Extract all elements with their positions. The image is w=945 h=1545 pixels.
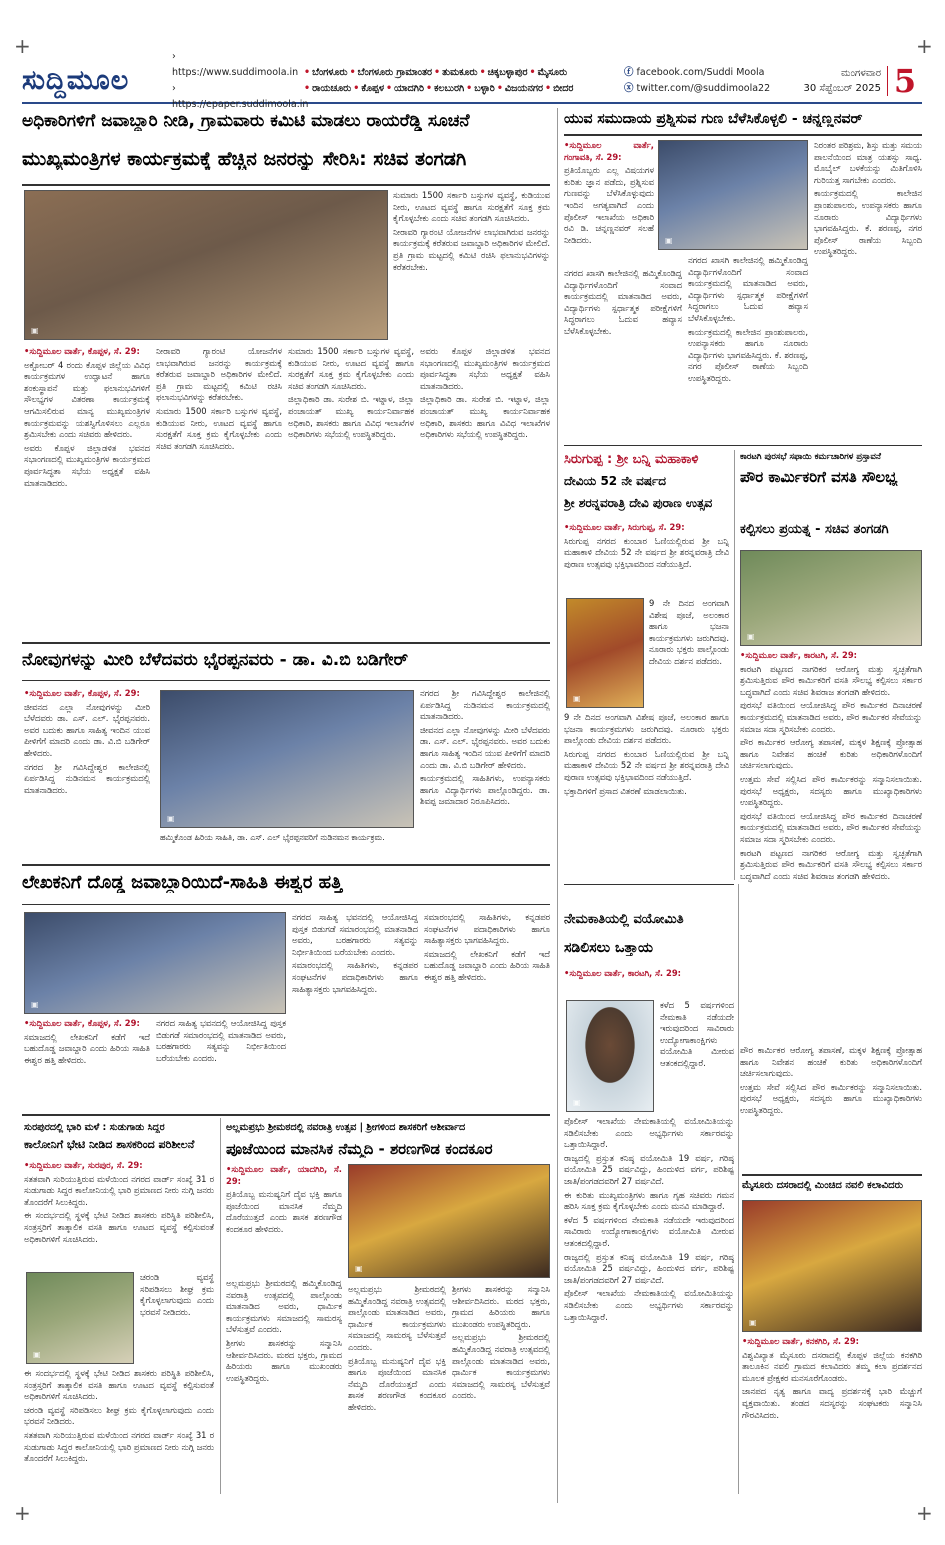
meeting-photo-icon: ▣ [31, 326, 39, 335]
story5-caption: ಹಮ್ಮಿಕೊಂಡ ಹಿರಿಯ ಸಾಹಿತಿ, ಡಾ. ಎಸ್. ಎಲ್ ಭೈರಪ್ಪನವರಿಗೆ ನುಡಿನಮನ ಕಾರ್ಯಕ್ರಮ. [160, 833, 385, 842]
story1-headline: ಮುಖ್ಯಮಂತ್ರಿಗಳ ಕಾರ್ಯಕ್ರಮಕ್ಕೆ ಹೆಚ್ಚಿನ ಜನರನ್ನು ಸೇರಿಸಿ: ಸಚಿವ ತಂಗಡಗಿ [22, 148, 467, 170]
story9-kicker: ಅಲ್ಲಮಪ್ರಭು ಶ್ರೀಮಠದಲ್ಲಿ ನವರಾತ್ರಿ ಉತ್ಸವ | ಶ್ರೀಗಳಿಂದ ಶಾಸಕರಿಗೆ ಆಶೀರ್ವಾದ [226, 1122, 466, 1133]
story9-photo [348, 1164, 550, 1278]
story3-col-top: •ಸುದ್ದಿಮೂಲ ವಾರ್ತೆ, ಸಿರುಗುಪ್ಪ, ಸೆ. 29: ಸಿರುಗುಪ್ಪ ನಗರದ ಕುಂಬಾರ ಓಣಿಯಲ್ಲಿರುವ ಶ್ರೀ ಬನ್ನಿ ಮಹಾಕಾಳಿ ದೇವಿಯ 52 ನೇ ವರ್ಷದ ಶ್ರೀ ಶರನ್ನವರಾತ್ರಿ ದೇವಿ ಪುರಾಣ ಉತ್ಸವವು ಭಕ್ತಿಭಾವದಿಂದ ನಡೆಯುತ್ತಿದೆ. [564, 522, 729, 569]
story6-col1: •ಸುದ್ದಿಮೂಲ ವಾರ್ತೆ, ಕೊಪ್ಪಳ, ಸೆ. 29: ಸಮಾಜದಲ್ಲಿ ಲೇಖಕನಿಗೆ ಕಡೆಗೆ ಇದೆ ಬಹುದೊಡ್ಡ ಜವಾಬ್ದಾರಿ ಎಂದು ಹಿರಿಯ ಸಾಹಿತಿ ಈಶ್ವರ ಹತ್ತಿ ಹೇಳಿದರು. [24, 1018, 150, 1065]
story1-col-right-top: ಸುಮಾರು 1500 ಸರ್ಕಾರಿ ಬಸ್ಸುಗಳ ವ್ಯವಸ್ಥೆ, ಕುಡಿಯುವ ನೀರು, ಊಟದ ವ್ಯವಸ್ಥೆ ಹಾಗೂ ಸುರಕ್ಷತೆಗೆ ಸೂಕ್ತ ಕ್ರಮ ಕೈಗೊಳ್ಳಬೇಕು ಎಂದು ಸಚಿವ ತಂಗಡಗಿ ಸೂಚಿಸಿದರು. ನೀರಾವರಿ ಗ್ಯಾರಂಟಿ ಯೋಜನೆಗಳ ಲಾಭವಾಗಿರುವ ಜನರನ್ನು ಕಾರ್ಯಕ್ರಮಕ್ಕೆ ಕರೆತರುವ ಜವಾಬ್ದಾರಿ ಅಧಿಕಾರಿಗಳ ಮೇಲಿದೆ. ಪ್ರತಿ ಗ್ರಾಮ ಮಟ್ಟದಲ್ಲಿ ಕಮಿಟಿ ರಚಿಸಿ ಫಲಾನುಭವಿಗಳನ್ನು ಕರೆತರಬೇಕು. [393, 190, 550, 272]
story6-col3: ನಗರದ ಸಾಹಿತ್ಯ ಭವನದಲ್ಲಿ ಆಯೋಜಿಸಿದ್ದ ಪುಸ್ತಕ ಬಿಡುಗಡೆ ಸಮಾರಂಭದಲ್ಲಿ ಮಾತನಾಡಿದ ಅವರು, ಬರಹಗಾರರು ಸತ್ಯವನ್ನು ನಿರ್ಭೀತಿಯಿಂದ ಬರೆಯಬೇಕು ಎಂದರು. ಸಮಾರಂಭದಲ್ಲಿ ಸಾಹಿತಿಗಳು, ಕನ್ನಡಪರ ಸಂಘಟನೆಗಳ ಪದಾಧಿಕಾರಿಗಳು ಹಾಗೂ ಸಾಹಿತ್ಯಾಸಕ್ತರು ಭಾಗವಹಿಸಿದ್ದರು. [292, 912, 418, 994]
ceremony-photo-icon: ▣ [355, 1264, 363, 1273]
divider [564, 445, 922, 446]
city-link[interactable]: ರಾಯಚೂರು [312, 83, 352, 94]
story8-col-top: •ಸುದ್ದಿಮೂಲ ವಾರ್ತೆ, ಸುರಪುರ, ಸೆ. 29: ಸತತವಾಗಿ ಸುರಿಯುತ್ತಿರುವ ಮಳೆಯಿಂದ ನಗರದ ವಾರ್ಡ್ ಸಂಖ್ಯೆ 31 ರ ಸುಡುಗಾಡು ಸಿದ್ದರ ಕಾಲೋನಿಯಲ್ಲಿ ಭಾರಿ ಪ್ರಮಾಣದ ನೀರು ನುಗ್ಗಿ ಜನರು ತೊಂದರೆಗೆ ಸಿಲುಕಿದ್ದರು. ಈ ಸಂದರ್ಭದಲ್ಲಿ ಸ್ಥಳಕ್ಕೆ ಭೇಟಿ ನೀಡಿದ ಶಾಸಕರು ಪರಿಸ್ಥಿತಿ ಪರಿಶೀಲಿಸಿ, ಸಂತ್ರಸ್ತರಿಗೆ ತಾತ್ಕಾಲಿಕ ವಸತಿ ಹಾಗೂ ಊಟದ ವ್ಯವಸ್ಥೆ ಕಲ್ಪಿಸುವಂತೆ ಅಧಿಕಾರಿಗಳಿಗೆ ಸೂಚಿಸಿದರು. [24, 1160, 214, 1244]
facebook-icon: ⓕ [624, 67, 634, 78]
dasara-photo-icon: ▣ [749, 1318, 757, 1327]
story6-col2: ನಗರದ ಸಾಹಿತ್ಯ ಭವನದಲ್ಲಿ ಆಯೋಜಿಸಿದ್ದ ಪುಸ್ತಕ ಬಿಡುಗಡೆ ಸಮಾರಂಭದಲ್ಲಿ ಮಾತನಾಡಿದ ಅವರು, ಬರಹಗಾರರು ಸತ್ಯವನ್ನು ನಿರ್ಭೀತಿಯಿಂದ ಬರೆಯಬೇಕು ಎಂದರು. [156, 1018, 286, 1063]
story4-kicker: ಕಾರಟಗಿ ಪುರಸಭೆ ಸಫಾಯಿ ಕರ್ಮಚಾರಿಗಳ ಪ್ರಸ್ತಾವನೆ [740, 452, 881, 462]
divider [564, 134, 922, 136]
story2-col3: ನಿರಂತರ ಪರಿಶ್ರಮ, ಶಿಸ್ತು ಮತ್ತು ಸಮಯ ಪಾಲನೆಯಿಂದ ಮಾತ್ರ ಯಶಸ್ಸು ಸಾಧ್ಯ. ಮೊಬೈಲ್ ಬಳಕೆಯನ್ನು ಮಿತಿಗೊಳಿಸಿ ಗುರಿಯತ್ತ ಸಾಗಬೇಕು ಎಂದರು. ಕಾರ್ಯಕ್ರಮದಲ್ಲಿ ಕಾಲೇಜಿನ ಪ್ರಾಂಶುಪಾಲರು, ಉಪನ್ಯಾಸಕರು ಹಾಗೂ ನೂರಾರು ವಿದ್ಯಾರ್ಥಿಗಳು ಭಾಗವಹಿಸಿದ್ದರು. ಕೆ. ಶರಣಪ್ಪ, ನಗರ ಪೊಲೀಸ್ ಠಾಣೆಯ ಸಿಬ್ಬಂದಿ ಉಪಸ್ಥಿತರಿದ್ದರು. [814, 140, 922, 257]
city-link[interactable]: ಕಲಬುರಗಿ [434, 83, 465, 94]
story9-col2: ಅಲ್ಲಮಪ್ರಭು ಶ್ರೀಮಠದಲ್ಲಿ ಹಮ್ಮಿಕೊಂಡಿದ್ದ ನವರಾತ್ರಿ ಉತ್ಸವದಲ್ಲಿ ಪಾಲ್ಗೊಂಡು ಮಾತನಾಡಿದ ಅವರು, ಧಾರ್ಮಿಕ ಕಾರ್ಯಕ್ರಮಗಳು ಸಮಾಜದಲ್ಲಿ ಸಾಮರಸ್ಯ ಬೆಳೆಸುತ್ತವೆ ಎಂದರು. ಪ್ರತಿಯೊಬ್ಬ ಮನುಷ್ಯನಿಗೆ ದೈವ ಭಕ್ತಿ ಹಾಗೂ ಪೂಜೆಯಿಂದ ಮಾನಸಿಕ ನೆಮ್ಮದಿ ದೊರೆಯುತ್ತದೆ ಎಂದು ಶಾಸಕ ಶರಣಗೌಡ ಕಂದಕೂರ ಹೇಳಿದರು. [348, 1284, 446, 1412]
city-link[interactable]: ವಿಜಯನಗರ [504, 83, 544, 94]
story3-kicker: ಸಿರುಗುಪ್ಪ : ಶ್ರೀ ಬನ್ನಿ ಮಹಾಕಾಳಿ [564, 452, 699, 467]
bullet-icon: • [434, 67, 441, 78]
crop-mark: + [14, 34, 31, 58]
story2-col1: •ಸುದ್ದಿಮೂಲ ವಾರ್ತೆ, ಗಂಗಾವತಿ, ಸೆ. 29: ಪ್ರತಿಯೊಬ್ಬರು ಎಲ್ಲ ವಿಷಯಗಳ ಕುರಿತು ಜ್ಞಾನ ಪಡೆದು, ಪ್ರಶ್ನಿಸುವ ಗುಣವನ್ನು ಬೆಳೆಸಿಕೊಳ್ಳುವುದು ಇಂದಿನ ಅಗತ್ಯವಾಗಿದೆ ಎಂದು ಪೊಲೀಸ್ ಇಲಾಖೆಯ ಅಧಿಕಾರಿ ರವಿ ಡಿ. ಚನ್ನಣ್ಣನವರ್ ಸಲಹೆ ನೀಡಿದರು. [564, 140, 654, 245]
story8-col-side: ಚರಂಡಿ ವ್ಯವಸ್ಥೆ ಸರಿಪಡಿಸಲು ಶೀಘ್ರ ಕ್ರಮ ಕೈಗೊಳ್ಳಲಾಗುವುದು ಎಂದು ಭರವಸೆ ನೀಡಿದರು. [140, 1272, 214, 1317]
divider [22, 184, 550, 186]
story9-col3: ಶ್ರೀಗಳು ಶಾಸಕರನ್ನು ಸನ್ಮಾನಿಸಿ ಆಶೀರ್ವದಿಸಿದರು. ಮಠದ ಭಕ್ತರು, ಗ್ರಾಮದ ಹಿರಿಯರು ಹಾಗೂ ಮುಖಂಡರು ಉಪಸ್ಥಿತರಿದ್ದರು. ಅಲ್ಲಮಪ್ರಭು ಶ್ರೀಮಠದಲ್ಲಿ ಹಮ್ಮಿಕೊಂಡಿದ್ದ ನವರಾತ್ರಿ ಉತ್ಸವದಲ್ಲಿ ಪಾಲ್ಗೊಂಡು ಮಾತನಾಡಿದ ಅವರು, ಧಾರ್ಮಿಕ ಕಾರ್ಯಕ್ರಮಗಳು ಸಮಾಜದಲ್ಲಿ ಸಾಮರಸ್ಯ ಬೆಳೆಸುತ್ತವೆ ಎಂದರು. [452, 1284, 550, 1401]
column-divider [734, 450, 735, 880]
story3-deity-photo [566, 598, 644, 708]
story8-kicker: ಸುರಪುರದಲ್ಲಿ ಭಾರಿ ಮಳೆ : ಸುಡುಗಾಡು ಸಿದ್ದರ [24, 1122, 165, 1133]
column-divider [220, 1118, 221, 1494]
city-link[interactable]: ಬಳ್ಳಾರಿ [474, 83, 495, 94]
city-row [304, 65, 624, 81]
story3-headline: ಶ್ರೀ ಶರನ್ನವರಾತ್ರಿ ದೇವಿ ಪುರಾಣ ಉತ್ಸವ [564, 496, 713, 510]
story6-photo [24, 912, 286, 1014]
issue-date [796, 66, 888, 96]
story5-headline: ನೋವುಗಳನ್ನು ಮೀರಿ ಬೆಳೆದವರು ಭೈರಪ್ಪನವರು - ಡಾ. ವಿ.ಬಿ ಬಡಿಗೇರ್ [22, 650, 409, 670]
page-number: 5 [893, 62, 917, 100]
issue-date-text: 30 ಸೆಪ್ಟೆಂಬರ್ 2025 [803, 83, 881, 94]
story1-col4: ಅವರು ಕೊಪ್ಪಳ ಜಿಲ್ಲಾಡಳಿತ ಭವನದ ಸಭಾಂಗಣದಲ್ಲಿ ಮುಖ್ಯಮಂತ್ರಿಗಳ ಕಾರ್ಯಕ್ರಮದ ಪೂರ್ವಸಿದ್ಧತಾ ಸಭೆಯ ಅಧ್ಯಕ್ಷತೆ ವಹಿಸಿ ಮಾತನಾಡಿದರು. ಜಿಲ್ಲಾಧಿಕಾರಿ ಡಾ. ಸುರೇಶ ಬಿ. ಇಟ್ನಾಳ, ಜಿಲ್ಲಾ ಪಂಚಾಯತ್ ಮುಖ್ಯ ಕಾರ್ಯನಿರ್ವಾಹಕ ಅಧಿಕಾರಿ, ಶಾಸಕರು ಹಾಗೂ ವಿವಿಧ ಇಲಾಖೆಗಳ ಅಧಿಕಾರಿಗಳು ಸಭೆಯಲ್ಲಿ ಉಪಸ್ಥಿತರಿದ್ದರು. [420, 346, 550, 440]
crop-mark: + [14, 1501, 31, 1525]
story1-photo [24, 190, 388, 340]
story6-headline: ಲೇಖಕನಿಗೆ ದೊಡ್ಡ ಜವಾಬ್ದಾರಿಯಿದೆ-ಸಾಹಿತಿ ಈಶ್ವರ ಹತ್ತಿ [22, 872, 343, 893]
story8-headline: ಕಾಲೋನಿಗೆ ಭೇಟಿ ನೀಡಿದ ಶಾಸಕರಿಂದ ಪರಿಶೀಲನೆ [24, 1138, 195, 1151]
story4-headline-line1: ಪೌರ ಕಾರ್ಮಿಕರಿಗೆ ವಸತಿ ಸೌಲಭ್ಯ [740, 468, 898, 486]
story5-photo [160, 690, 414, 828]
bullet-icon: • [496, 83, 503, 94]
crop-mark: + [916, 34, 933, 58]
story3-col-bottom: 9 ನೇ ದಿನದ ಅಂಗವಾಗಿ ವಿಶೇಷ ಪೂಜೆ, ಅಲಂಕಾರ ಹಾಗೂ ಭಜನಾ ಕಾರ್ಯಕ್ರಮಗಳು ಜರುಗಿದವು. ನೂರಾರು ಭಕ್ತರು ಪಾಲ್ಗೊಂಡು ದೇವಿಯ ದರ್ಶನ ಪಡೆದರು. ಸಿರುಗುಪ್ಪ ನಗರದ ಕುಂಬಾರ ಓಣಿಯಲ್ಲಿರುವ ಶ್ರೀ ಬನ್ನಿ ಮಹಾಕಾಳಿ ದೇವಿಯ 52 ನೇ ವರ್ಷದ ಶ್ರೀ ಶರನ್ನವರಾತ್ರಿ ದೇವಿ ಪುರಾಣ ಉತ್ಸವವು ಭಕ್ತಿಭಾವದಿಂದ ನಡೆಯುತ್ತಿದೆ. ಭಕ್ತಾದಿಗಳಿಗೆ ಪ್ರಸಾದ ವಿತರಣೆ ಮಾಡಲಾಯಿತು. [564, 712, 729, 796]
column-divider [557, 108, 558, 1503]
story4-col1: •ಸುದ್ದಿಮೂಲ ವಾರ್ತೆ, ಕಾರಟಗಿ, ಸೆ. 29: ಕಾರಟಗಿ ಪಟ್ಟಣದ ನಾಗರಿಕರ ಆರೋಗ್ಯ ಮತ್ತು ಸ್ವಚ್ಛತೆಗಾಗಿ ಶ್ರಮಿಸುತ್ತಿರುವ ಪೌರ ಕಾರ್ಮಿಕರಿಗೆ ವಸತಿ ಸೌಲಭ್ಯ ಕಲ್ಪಿಸಲು ಸರ್ಕಾರ ಬದ್ಧವಾಗಿದೆ ಎಂದು ಸಚಿವ ಶಿವರಾಜ ತಂಗಡಗಿ ಹೇಳಿದರು. ಪುರಸಭೆ ವತಿಯಿಂದ ಆಯೋಜಿಸಿದ್ದ ಪೌರ ಕಾರ್ಮಿಕರ ದಿನಾಚರಣೆ ಕಾರ್ಯಕ್ರಮದಲ್ಲಿ ಮಾತನಾಡಿದ ಅವರು, ಪೌರ ಕಾರ್ಮಿಕರ ಸೇವೆಯನ್ನು ಸಮಾಜ ಸದಾ ಸ್ಮರಿಸಬೇಕು ಎಂದರು. ಪೌರ ಕಾರ್ಮಿಕರ ಆರೋಗ್ಯ ತಪಾಸಣೆ, ಮಕ್ಕಳ ಶಿಕ್ಷಣಕ್ಕೆ ಪ್ರೋತ್ಸಾಹ ಹಾಗೂ ನಿವೇಶನ ಹಂಚಿಕೆ ಕುರಿತು ಅಧಿಕಾರಿಗಳೊಂದಿಗೆ ಚರ್ಚಿಸಲಾಗುವುದು. ಉತ್ತಮ ಸೇವೆ ಸಲ್ಲಿಸಿದ ಪೌರ ಕಾರ್ಮಿಕರನ್ನು ಸನ್ಮಾನಿಸಲಾಯಿತು. ಪುರಸಭೆ ಅಧ್ಯಕ್ಷರು, ಸದಸ್ಯರು ಹಾಗೂ ಮುಖ್ಯಾಧಿಕಾರಿಗಳು ಉಪಸ್ಥಿತರಿದ್ದರು. ಪುರಸಭೆ ವತಿಯಿಂದ ಆಯೋಜಿಸಿದ್ದ ಪೌರ ಕಾರ್ಮಿಕರ ದಿನಾಚರಣೆ ಕಾರ್ಯಕ್ರಮದಲ್ಲಿ ಮಾತನಾಡಿದ ಅವರು, ಪೌರ ಕಾರ್ಮಿಕರ ಸೇವೆಯನ್ನು ಸಮಾಜ ಸದಾ ಸ್ಮರಿಸಬೇಕು ಎಂದರು. ಕಾರಟಗಿ ಪಟ್ಟಣದ ನಾಗರಿಕರ ಆರೋಗ್ಯ ಮತ್ತು ಸ್ವಚ್ಛತೆಗಾಗಿ ಶ್ರಮಿಸುತ್ತಿರುವ ಪೌರ ಕಾರ್ಮಿಕರಿಗೆ ವಸತಿ ಸೌಲಭ್ಯ ಕಲ್ಪಿಸಲು ಸರ್ಕಾರ ಬದ್ಧವಾಗಿದೆ ಎಂದು ಸಚಿವ ಶಿವರಾಜ ತಂಗಡಗಿ ಹೇಳಿದರು. [740, 650, 922, 881]
story4-photo [740, 550, 922, 646]
bullet-icon: • [349, 67, 356, 78]
masthead [22, 51, 922, 110]
book-release-photo-icon: ▣ [31, 1000, 39, 1009]
story1-kicker: ಅಧಿಕಾರಿಗಳಿಗೆ ಜವಾಬ್ದಾರಿ ನೀಡಿ, ಗ್ರಾಮವಾರು ಕಮಿಟಿ ಮಾಡಲು ರಾಯರೆಡ್ಡಿ ಸೂಚನೆ [22, 111, 470, 131]
story2-col1b: ನಗರದ ಖಾಸಗಿ ಕಾಲೇಜಿನಲ್ಲಿ ಹಮ್ಮಿಕೊಂಡಿದ್ದ ವಿದ್ಯಾರ್ಥಿಗಳೊಂದಿಗೆ ಸಂವಾದ ಕಾರ್ಯಕ್ರಮದಲ್ಲಿ ಮಾತನಾಡಿದ ಅವರು, ವಿದ್ಯಾರ್ಥಿಗಳು ಸ್ಪರ್ಧಾತ್ಮಕ ಪರೀಕ್ಷೆಗಳಿಗೆ ಸಿದ್ಧರಾಗಲು ಓದುವ ಹವ್ಯಾಸ ಬೆಳೆಸಿಕೊಳ್ಳಬೇಕು. [564, 268, 682, 336]
social-links [624, 65, 796, 97]
city-link[interactable]: ಮೈಸೂರು [537, 67, 568, 78]
story1-col3: ಸುಮಾರು 1500 ಸರ್ಕಾರಿ ಬಸ್ಸುಗಳ ವ್ಯವಸ್ಥೆ, ಕುಡಿಯುವ ನೀರು, ಊಟದ ವ್ಯವಸ್ಥೆ ಹಾಗೂ ಸುರಕ್ಷತೆಗೆ ಸೂಕ್ತ ಕ್ರಮ ಕೈಗೊಳ್ಳಬೇಕು ಎಂದು ಸಚಿವ ತಂಗಡಗಿ ಸೂಚಿಸಿದರು. ಜಿಲ್ಲಾಧಿಕಾರಿ ಡಾ. ಸುರೇಶ ಬಿ. ಇಟ್ನಾಳ, ಜಿಲ್ಲಾ ಪಂಚಾಯತ್ ಮುಖ್ಯ ಕಾರ್ಯನಿರ್ವಾಹಕ ಅಧಿಕಾರಿ, ಶಾಸಕರು ಹಾಗೂ ವಿವಿಧ ಇಲಾಖೆಗಳ ಅಧಿಕಾರಿಗಳು ಸಭೆಯಲ್ಲಿ ಉಪಸ್ಥಿತರಿದ್ದರು. [288, 346, 414, 440]
story7-headline: ಸಡಿಲಿಸಲು ಒತ್ತಾಯ [564, 940, 653, 956]
story1-col2: ನೀರಾವರಿ ಗ್ಯಾರಂಟಿ ಯೋಜನೆಗಳ ಲಾಭವಾಗಿರುವ ಜನರನ್ನು ಕಾರ್ಯಕ್ರಮಕ್ಕೆ ಕರೆತರುವ ಜವಾಬ್ದಾರಿ ಅಧಿಕಾರಿಗಳ ಮೇಲಿದೆ. ಪ್ರತಿ ಗ್ರಾಮ ಮಟ್ಟದಲ್ಲಿ ಕಮಿಟಿ ರಚಿಸಿ ಫಲಾನುಭವಿಗಳನ್ನು ಕರೆತರಬೇಕು. ಸುಮಾರು 1500 ಸರ್ಕಾರಿ ಬಸ್ಸುಗಳ ವ್ಯವಸ್ಥೆ, ಕುಡಿಯುವ ನೀರು, ಊಟದ ವ್ಯವಸ್ಥೆ ಹಾಗೂ ಸುರಕ್ಷತೆಗೆ ಸೂಕ್ತ ಕ್ರಮ ಕೈಗೊಳ್ಳಬೇಕು ಎಂದು ಸಚಿವ ತಂಗಡಗಿ ಸೂಚಿಸಿದರು. [156, 346, 282, 451]
column-divider [738, 884, 739, 1494]
story7-byline-row: •ಸುದ್ದಿಮೂಲ ವಾರ್ತೆ, ಕಾರಟಗಿ, ಸೆ. 29: [564, 968, 682, 978]
story7-kicker: ನೇಮಕಾತಿಯಲ್ಲಿ ವಯೋಮಿತಿ [564, 912, 684, 927]
story10-col: •ಸುದ್ದಿಮೂಲ ವಾರ್ತೆ, ಕನಕಗಿರಿ, ಸೆ. 29: ವಿಶ್ವವಿಖ್ಯಾತ ಮೈಸೂರು ದಸರಾದಲ್ಲಿ ಕೊಪ್ಪಳ ಜಿಲ್ಲೆಯ ಕನಕಗಿರಿ ತಾಲೂಕಿನ ನವಲಿ ಗ್ರಾಮದ ಕಲಾವಿದರು ತಮ್ಮ ಕಲಾ ಪ್ರದರ್ಶನದ ಮೂಲಕ ಪ್ರೇಕ್ಷಕರ ಮನಸೂರೆಗೊಂಡರು. ಜಾನಪದ ನೃತ್ಯ ಹಾಗೂ ವಾದ್ಯ ಪ್ರದರ್ಶನಕ್ಕೆ ಭಾರಿ ಮೆಚ್ಚುಗೆ ವ್ಯಕ್ತವಾಯಿತು. ತಂಡದ ಸದಸ್ಯರನ್ನು ಸಂಘಟಕರು ಸನ್ಮಾನಿಸಿ ಗೌರವಿಸಿದರು. [742, 1336, 922, 1420]
divider [22, 864, 550, 866]
bullet-icon: • [304, 67, 311, 78]
city-row [304, 81, 624, 97]
story6-col4: ಸಮಾರಂಭದಲ್ಲಿ ಸಾಹಿತಿಗಳು, ಕನ್ನಡಪರ ಸಂಘಟನೆಗಳ ಪದಾಧಿಕಾರಿಗಳು ಹಾಗೂ ಸಾಹಿತ್ಯಾಸಕ್ತರು ಭಾಗವಹಿಸಿದ್ದರು. ಸಮಾಜದಲ್ಲಿ ಲೇಖಕನಿಗೆ ಕಡೆಗೆ ಇದೆ ಬಹುದೊಡ್ಡ ಜವಾಬ್ದಾರಿ ಎಂದು ಹಿರಿಯ ಸಾಹಿತಿ ಈಶ್ವರ ಹತ್ತಿ ಹೇಳಿದರು. [424, 912, 550, 982]
website-link[interactable]: › https://www.suddimoola.in [172, 51, 299, 78]
city-link[interactable]: ಚಿಕ್ಕಬಳ್ಳಾಪುರ [487, 67, 528, 78]
divider [22, 904, 550, 905]
city-link[interactable]: ಬೆಂಗಳೂರು ಗ್ರಾಮಾಂತರ [357, 67, 432, 78]
city-link[interactable]: ತುಮಕೂರು [442, 67, 478, 78]
felicitation-photo-icon: ▣ [747, 632, 755, 641]
event-photo-icon: ▣ [665, 236, 673, 245]
story5-col3: ನಗರದ ಶ್ರೀ ಗವಿಸಿದ್ದೇಶ್ವರ ಕಾಲೇಜಿನಲ್ಲಿ ಏರ್ಪಡಿಸಿದ್ದ ನುಡಿನಮನ ಕಾರ್ಯಕ್ರಮದಲ್ಲಿ ಮಾತನಾಡಿದರು. ಜೀವನದ ಎಲ್ಲಾ ನೋವುಗಳನ್ನು ಮೀರಿ ಬೆಳೆದವರು ಡಾ. ಎಸ್. ಎಲ್. ಭೈರಪ್ಪನವರು. ಅವರ ಬದುಕು ಹಾಗೂ ಸಾಹಿತ್ಯ ಇಂದಿನ ಯುವ ಪೀಳಿಗೆಗೆ ಮಾದರಿ ಎಂದು ಡಾ. ವಿ.ಬಿ ಬಡಿಗೇರ್ ಹೇಳಿದರು. ಕಾರ್ಯಕ್ರಮದಲ್ಲಿ ಸಾಹಿತಿಗಳು, ಉಪನ್ಯಾಸಕರು ಹಾಗೂ ವಿದ್ಯಾರ್ಥಿಗಳು ಪಾಲ್ಗೊಂಡಿದ್ದರು. ಡಾ. ಶಿವಪ್ಪ ಜಮಾದಾರ ನಿರೂಪಿಸಿದರು. [420, 688, 550, 807]
story3-col-side: 9 ನೇ ದಿನದ ಅಂಗವಾಗಿ ವಿಶೇಷ ಪೂಜೆ, ಅಲಂಕಾರ ಹಾಗೂ ಭಜನಾ ಕಾರ್ಯಕ್ರಮಗಳು ಜರುಗಿದವು. ನೂರಾರು ಭಕ್ತರು ಪಾಲ್ಗೊಂಡು ದೇವಿಯ ದರ್ಶನ ಪಡೆದರು. [649, 598, 729, 666]
bullet-icon: • [304, 83, 311, 94]
issue-day: ಮಂಗಳವಾರ [840, 68, 881, 79]
bullet-icon: • [466, 83, 473, 94]
portrait-photo-icon: ▣ [573, 1098, 581, 1107]
lecture-photo-icon: ▣ [167, 814, 175, 823]
epaper-link[interactable]: › https://epaper.suddimoola.in [172, 83, 309, 110]
city-list [304, 65, 624, 97]
divider [22, 680, 550, 681]
story4-col2: ಪೌರ ಕಾರ್ಮಿಕರ ಆರೋಗ್ಯ ತಪಾಸಣೆ, ಮಕ್ಕಳ ಶಿಕ್ಷಣಕ್ಕೆ ಪ್ರೋತ್ಸಾಹ ಹಾಗೂ ನಿವೇಶನ ಹಂಚಿಕೆ ಕುರಿತು ಅಧಿಕಾರಿಗಳೊಂದಿಗೆ ಚರ್ಚಿಸಲಾಗುವುದು. ಉತ್ತಮ ಸೇವೆ ಸಲ್ಲಿಸಿದ ಪೌರ ಕಾರ್ಮಿಕರನ್ನು ಸನ್ಮಾನಿಸಲಾಯಿತು. ಪುರಸಭೆ ಅಧ್ಯಕ್ಷರು, ಸದಸ್ಯರು ಹಾಗೂ ಮುಖ್ಯಾಧಿಕಾರಿಗಳು ಉಪಸ್ಥಿತರಿದ್ದರು. [740, 1045, 922, 1115]
story7-col-bottom: ಪೊಲೀಸ್ ಇಲಾಖೆಯ ನೇಮಕಾತಿಯಲ್ಲಿ ವಯೋಮಿತಿಯನ್ನು ಸಡಿಲಿಸಬೇಕು ಎಂದು ಅಭ್ಯರ್ಥಿಗಳು ಸರ್ಕಾರವನ್ನು ಒತ್ತಾಯಿಸಿದ್ದಾರೆ. ರಾಜ್ಯದಲ್ಲಿ ಪ್ರಸ್ತುತ ಕನಿಷ್ಠ ವಯೋಮಿತಿ 19 ವರ್ಷ, ಗರಿಷ್ಠ ವಯೋಮಿತಿ 25 ವರ್ಷವಿದ್ದು, ಹಿಂದುಳಿದ ವರ್ಗ, ಪರಿಶಿಷ್ಟ ಜಾತಿ/ಪಂಗಡದವರಿಗೆ 27 ವರ್ಷವಿದೆ. ಈ ಕುರಿತು ಮುಖ್ಯಮಂತ್ರಿಗಳು ಹಾಗೂ ಗೃಹ ಸಚಿವರು ಗಮನ ಹರಿಸಿ ಸೂಕ್ತ ಕ್ರಮ ಕೈಗೊಳ್ಳಬೇಕು ಎಂದು ಮನವಿ ಮಾಡಿದ್ದಾರೆ. ಕಳೆದ 5 ವರ್ಷಗಳಿಂದ ನೇಮಕಾತಿ ನಡೆಯದೇ ಇರುವುದರಿಂದ ಸಾವಿರಾರು ಉದ್ಯೋಗಾಕಾಂಕ್ಷಿಗಳು ವಯೋಮಿತಿ ಮೀರುವ ಆತಂಕದಲ್ಲಿದ್ದಾರೆ. ರಾಜ್ಯದಲ್ಲಿ ಪ್ರಸ್ತುತ ಕನಿಷ್ಠ ವಯೋಮಿತಿ 19 ವರ್ಷ, ಗರಿಷ್ಠ ವಯೋಮಿತಿ 25 ವರ್ಷವಿದ್ದು, ಹಿಂದುಳಿದ ವರ್ಗ, ಪರಿಶಿಷ್ಟ ಜಾತಿ/ಪಂಗಡದವರಿಗೆ 27 ವರ್ಷವಿದೆ. ಪೊಲೀಸ್ ಇಲಾಖೆಯ ನೇಮಕಾತಿಯಲ್ಲಿ ವಯೋಮಿತಿಯನ್ನು ಸಡಿಲಿಸಬೇಕು ಎಂದು ಅಭ್ಯರ್ಥಿಗಳು ಸರ್ಕಾರವನ್ನು ಒತ್ತಾಯಿಸಿದ್ದಾರೆ. [564, 1116, 734, 1322]
flood-photo-icon: ▣ [33, 1350, 41, 1359]
bullet-icon: • [479, 67, 486, 78]
story4-headline-line2: ಕಲ್ಪಿಸಲು ಪ್ರಯತ್ನ - ಸಚಿವ ತಂಗಡಗಿ [740, 522, 889, 537]
divider [742, 1174, 922, 1176]
bullet-icon: • [425, 83, 433, 94]
story9-col1: •ಸುದ್ದಿಮೂಲ ವಾರ್ತೆ, ಯಾದಗಿರಿ, ಸೆ. 29: ಪ್ರತಿಯೊಬ್ಬ ಮನುಷ್ಯನಿಗೆ ದೈವ ಭಕ್ತಿ ಹಾಗೂ ಪೂಜೆಯಿಂದ ಮಾನಸಿಕ ನೆಮ್ಮದಿ ದೊರೆಯುತ್ತದೆ ಎಂದು ಶಾಸಕ ಶರಣಗೌಡ ಕಂದಕೂರ ಹೇಳಿದರು. [226, 1164, 342, 1234]
story7-portrait [566, 1000, 654, 1112]
crop-mark: + [916, 1501, 933, 1525]
story5-col1: •ಸುದ್ದಿಮೂಲ ವಾರ್ತೆ, ಕೊಪ್ಪಳ, ಸೆ. 29: ಜೀವನದ ಎಲ್ಲಾ ನೋವುಗಳನ್ನು ಮೀರಿ ಬೆಳೆದವರು ಡಾ. ಎಸ್. ಎಲ್. ಭೈರಪ್ಪನವರು. ಅವರ ಬದುಕು ಹಾಗೂ ಸಾಹಿತ್ಯ ಇಂದಿನ ಯುವ ಪೀಳಿಗೆಗೆ ಮಾದರಿ ಎಂದು ಡಾ. ವಿ.ಬಿ ಬಡಿಗೇರ್ ಹೇಳಿದರು. ನಗರದ ಶ್ರೀ ಗವಿಸಿದ್ದೇಶ್ವರ ಕಾಲೇಜಿನಲ್ಲಿ ಏರ್ಪಡಿಸಿದ್ದ ನುಡಿನಮನ ಕಾರ್ಯಕ್ರಮದಲ್ಲಿ ಮಾತನಾಡಿದರು. [24, 688, 150, 795]
divider [22, 1114, 550, 1116]
story9-headline: ಪೂಜೆಯಿಂದ ಮಾನಸಿಕ ನೆಮ್ಮದಿ - ಶರಣಗೌಡ ಕಂದಕೂರ [226, 1140, 493, 1158]
story7-col-side: ಕಳೆದ 5 ವರ್ಷಗಳಿಂದ ನೇಮಕಾತಿ ನಡೆಯದೇ ಇರುವುದರಿಂದ ಸಾವಿರಾರು ಉದ್ಯೋಗಾಕಾಂಕ್ಷಿಗಳು ವಯೋಮಿತಿ ಮೀರುವ ಆತಂಕದಲ್ಲಿದ್ದಾರೆ. [660, 1000, 734, 1068]
deity-photo-icon: ▣ [573, 694, 581, 703]
city-link[interactable]: ಯಾದಗಿರಿ [394, 83, 424, 94]
twitter-link[interactable]: twitter.com/@suddimoola22 [636, 83, 771, 94]
bullet-icon: • [545, 83, 552, 94]
newspaper-logo: ಸುದ್ದಿಮೂಲ [22, 65, 130, 96]
story10-headline: ಮೈಸೂರು ದಸರಾದಲ್ಲಿ ಮಿಂಚಿದ ನವಲಿ ಕಲಾವಿದರು [742, 1180, 904, 1191]
city-link[interactable]: ಬೆಂಗಳೂರು [312, 67, 348, 78]
website-links [172, 49, 309, 113]
story1-col1: •ಸುದ್ದಿಮೂಲ ವಾರ್ತೆ, ಕೊಪ್ಪಳ, ಸೆ. 29: ಅಕ್ಟೋಬರ್ 4 ರಂದು ಕೊಪ್ಪಳ ಜಿಲ್ಲೆಯ ವಿವಿಧ ಕಾರ್ಯಕ್ರಮಗಳ ಉದ್ಘಾಟನೆ ಹಾಗೂ ಶಂಕುಸ್ಥಾಪನೆ ಮತ್ತು ಫಲಾನುಭವಿಗಳಿಗೆ ಸೌಲಭ್ಯಗಳ ವಿತರಣಾ ಕಾರ್ಯಕ್ರಮಕ್ಕೆ ಆಗಮಿಸಲಿರುವ ಮಾನ್ಯ ಮುಖ್ಯಮಂತ್ರಿಗಳ ಕಾರ್ಯಕ್ರಮವನ್ನು ಯಶಸ್ವಿಗೊಳಿಸಲು ಎಲ್ಲರೂ ಶ್ರಮಿಸಬೇಕು ಎಂದು ಸಚಿವರು ಹೇಳಿದರು. ಅವರು ಕೊಪ್ಪಳ ಜಿಲ್ಲಾಡಳಿತ ಭವನದ ಸಭಾಂಗಣದಲ್ಲಿ ಮುಖ್ಯಮಂತ್ರಿಗಳ ಕಾರ್ಯಕ್ರಮದ ಪೂರ್ವಸಿದ್ಧತಾ ಸಭೆಯ ಅಧ್ಯಕ್ಷತೆ ವಹಿಸಿ ಮಾತನಾಡಿದರು. [24, 346, 150, 488]
bullet-icon: • [353, 83, 360, 94]
facebook-link[interactable]: facebook.com/Suddi Moola [636, 67, 765, 78]
bullet-icon: • [529, 67, 536, 78]
story2-headline: ಯುವ ಸಮುದಾಯ ಪ್ರಶ್ನಿಸುವ ಗುಣ ಬೆಳೆಸಿಕೊಳ್ಳಲಿ - ಚನ್ನಣ್ಣನವರ್ [564, 111, 863, 127]
story8-photo [26, 1272, 134, 1364]
story9-col1b: ಅಲ್ಲಮಪ್ರಭು ಶ್ರೀಮಠದಲ್ಲಿ ಹಮ್ಮಿಕೊಂಡಿದ್ದ ನವರಾತ್ರಿ ಉತ್ಸವದಲ್ಲಿ ಪಾಲ್ಗೊಂಡು ಮಾತನಾಡಿದ ಅವರು, ಧಾರ್ಮಿಕ ಕಾರ್ಯಕ್ರಮಗಳು ಸಮಾಜದಲ್ಲಿ ಸಾಮರಸ್ಯ ಬೆಳೆಸುತ್ತವೆ ಎಂದರು. ಶ್ರೀಗಳು ಶಾಸಕರನ್ನು ಸನ್ಮಾನಿಸಿ ಆಶೀರ್ವದಿಸಿದರು. ಮಠದ ಭಕ್ತರು, ಗ್ರಾಮದ ಹಿರಿಯರು ಹಾಗೂ ಮುಖಂಡರು ಉಪಸ್ಥಿತರಿದ್ದರು. [226, 1278, 342, 1383]
story2-col2b: ನಗರದ ಖಾಸಗಿ ಕಾಲೇಜಿನಲ್ಲಿ ಹಮ್ಮಿಕೊಂಡಿದ್ದ ವಿದ್ಯಾರ್ಥಿಗಳೊಂದಿಗೆ ಸಂವಾದ ಕಾರ್ಯಕ್ರಮದಲ್ಲಿ ಮಾತನಾಡಿದ ಅವರು, ವಿದ್ಯಾರ್ಥಿಗಳು ಸ್ಪರ್ಧಾತ್ಮಕ ಪರೀಕ್ಷೆಗಳಿಗೆ ಸಿದ್ಧರಾಗಲು ಓದುವ ಹವ್ಯಾಸ ಬೆಳೆಸಿಕೊಳ್ಳಬೇಕು. ಕಾರ್ಯಕ್ರಮದಲ್ಲಿ ಕಾಲೇಜಿನ ಪ್ರಾಂಶುಪಾಲರು, ಉಪನ್ಯಾಸಕರು ಹಾಗೂ ನೂರಾರು ವಿದ್ಯಾರ್ಥಿಗಳು ಭಾಗವಹಿಸಿದ್ದರು. ಕೆ. ಶರಣಪ್ಪ, ನಗರ ಪೊಲೀಸ್ ಠಾಣೆಯ ಸಿಬ್ಬಂದಿ ಉಪಸ್ಥಿತರಿದ್ದರು. [688, 255, 808, 383]
story10-photo [742, 1200, 922, 1332]
divider [564, 884, 734, 885]
story2-photo [658, 140, 808, 250]
city-link[interactable]: ಕೊಪ್ಪಳ [361, 83, 385, 94]
divider [22, 642, 550, 644]
bullet-icon: • [386, 83, 393, 94]
twitter-icon: ⓧ [624, 83, 634, 94]
city-link[interactable]: ಬೀದರ [553, 83, 574, 94]
story8-col-bottom: ಈ ಸಂದರ್ಭದಲ್ಲಿ ಸ್ಥಳಕ್ಕೆ ಭೇಟಿ ನೀಡಿದ ಶಾಸಕರು ಪರಿಸ್ಥಿತಿ ಪರಿಶೀಲಿಸಿ, ಸಂತ್ರಸ್ತರಿಗೆ ತಾತ್ಕಾಲಿಕ ವಸತಿ ಹಾಗೂ ಊಟದ ವ್ಯವಸ್ಥೆ ಕಲ್ಪಿಸುವಂತೆ ಅಧಿಕಾರಿಗಳಿಗೆ ಸೂಚಿಸಿದರು. ಚರಂಡಿ ವ್ಯವಸ್ಥೆ ಸರಿಪಡಿಸಲು ಶೀಘ್ರ ಕ್ರಮ ಕೈಗೊಳ್ಳಲಾಗುವುದು ಎಂದು ಭರವಸೆ ನೀಡಿದರು. ಸತತವಾಗಿ ಸುರಿಯುತ್ತಿರುವ ಮಳೆಯಿಂದ ನಗರದ ವಾರ್ಡ್ ಸಂಖ್ಯೆ 31 ರ ಸುಡುಗಾಡು ಸಿದ್ದರ ಕಾಲೋನಿಯಲ್ಲಿ ಭಾರಿ ಪ್ರಮಾಣದ ನೀರು ನುಗ್ಗಿ ಜನರು ತೊಂದರೆಗೆ ಸಿಲುಕಿದ್ದರು. [24, 1368, 214, 1464]
story3-kicker2: ದೇವಿಯ 52 ನೇ ವರ್ಷದ [564, 474, 666, 488]
